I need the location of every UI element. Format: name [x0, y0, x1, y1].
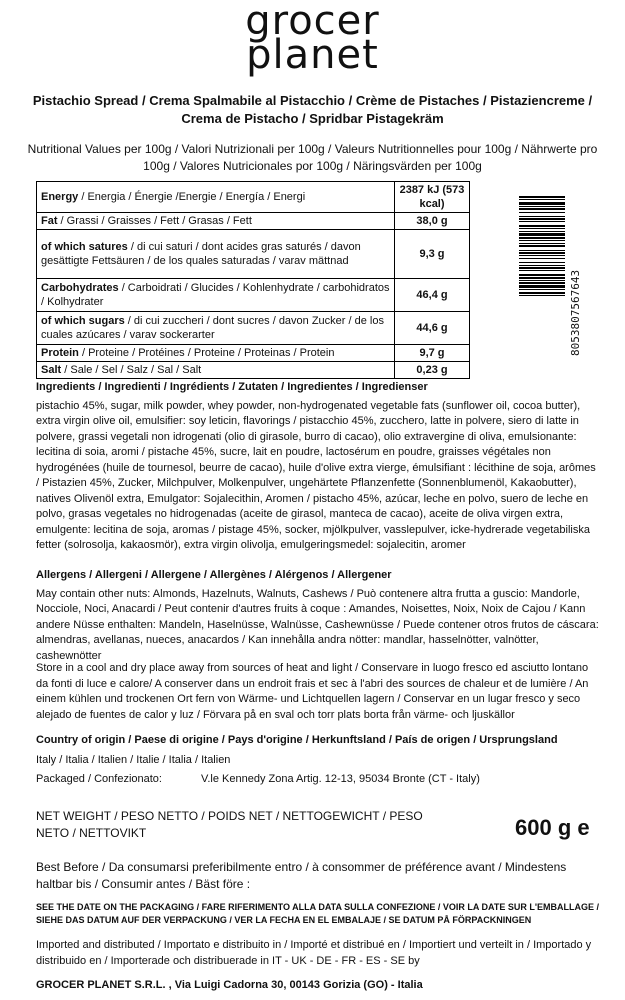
- table-row: [37, 279, 470, 312]
- nutrient-value: 9,7 g: [395, 345, 470, 362]
- nutrient-value: 38,0 g: [395, 213, 470, 230]
- table-row: [37, 213, 470, 230]
- nutrient-label: of which sugars / di cui zuccheri / dont sucres / davon Zucker / de los cuales azúcares / varav sockerarter: [37, 312, 395, 345]
- nutrient-label: Protein / Proteine / Protéines / Proteine / Proteinas / Protein: [37, 345, 395, 362]
- storage-text: Store in a cool and dry place away from sources of heat and light / Conservare in luogo fresco ed asciutto lontano da fonti di luce e calore/ A conserver dans un endroit frais et sec à l'abri des sources de chaleur et de lumière / An einem kühlen und trockenen Ort fern von Wärme- und Lichtquellen lagern / Conservar en un lugar fresco y seco alejado de fuentes de calor y luz / Förvara på en sval och torr plats borta från värme- och ljuskällor: [36, 662, 589, 721]
- company-line: GROCER PLANET S.R.L. , Via Luigi Cadorna 30, 00143 Gorizia (GO) - Italia: [36, 979, 423, 991]
- nutrition-heading: Nutritional Values per 100g / Valori Nutrizionali per 100g / Valeurs Nutritionnelles pour 100g / Nährwerte pro 100g / Valores Nutricionales por 100g / Näringsvärden per 100g: [27, 142, 598, 173]
- allergens-text: May contain other nuts: Almonds, Hazelnuts, Walnuts, Cashews / Può contenere altra frutta a guscio: Mandorle, Nocciole, Noci, Anacardi / Peut contenir d'autres fruits à coque : Amandes, Noisettes, Noix, Noix de Cajou / Kann andere Nüsse enthalten: Mandeln, Haselnüsse, Walnüsse, Cashewnüsse / Puede contener otros frutos de cáscara: almendras, avellanas, nueces, anacardos / Kan innehålla andra nötter: mandlar, hasselnötter, valnötter, cashewnötter: [36, 587, 599, 662]
- table-row: [37, 182, 470, 213]
- imported-text: Imported and distributed / Importato e distribuito in / Importé et distribué en / Importiert und verteilt in / Importado y distribuido en / Importerade och distribuerade in IT - UK - DE - FR - ES - SE by: [36, 939, 592, 967]
- table-row: [37, 312, 470, 345]
- nutrient-value: 2387 kJ (573 kcal): [395, 182, 470, 213]
- nutrient-label: Energy / Energia / Énergie /Energie / Energía / Energi: [37, 182, 395, 213]
- nutrient-value: 44,6 g: [395, 312, 470, 345]
- nutrient-value: 0,23 g: [395, 362, 470, 379]
- allergens-heading: Allergens / Allergeni / Allergene / Allergènes / Alérgenos / Allergener: [36, 569, 392, 581]
- origin-heading: Country of origin / Paese di origine / Pays d'origine / Herkunftsland / País de origen / Ursprungsland: [36, 734, 558, 746]
- packaged-line: [36, 772, 599, 788]
- net-weight-value: 600 g e: [515, 815, 590, 840]
- table-row: [37, 362, 470, 379]
- nutrition-table: [36, 181, 470, 379]
- net-weight-label: NET WEIGHT / PESO NETTO / POIDS NET / NETTOGEWICHT / PESO NETO / NETTOVIKT: [36, 809, 423, 840]
- ingredients-text: pistachio 45%, sugar, milk powder, whey powder, non-hydrogenated vegetable fats (sunflower oil, cocoa butter), extra virgin olive oil, emulsifier: soy leticin, flavorings / pistacchio 45%, zucchero, latte in polvere, siero di latte in polvere, grassi vegetali non idrogenati (olio di girasole, burro di cacao), olio extravergine di oliva, emulsionante: lecitina di soia, aromi / pistache 45%, sucre, lait en poudre, lactosérum en poudre, graisses végétales non hydrogénées (huile de tournesol, beurre de cacao), huile d'olive extra vierge, émulsifiant : lécithine de soja, arômes / Pistazien 45%, Zucker, Milchpulver, Molkenpulver, ungehärtete Pflanzenfette (Sonnenblumenöl, Kakaobutter), natives Olivenöl extra, Emulgator: Sojalecithin, Aromen / pistacho 45%, azúcar, leche en polvo, suero de leche en polvo, grasas vegetales no hidrogenadas (aceite de girasol, manteca de cacao), aceite de oliva virgen extra, emulgente: lecitina de soja, aromas / pistage 45%, socker, mjölkpulver, vasslepulver, icke-hydrerade vegetabiliska fetter (solrosolja, kakaosmör), extra virgin olivolja, emulgeringsmedel: sojalecitin, aromer: [36, 399, 596, 551]
- nutrient-label: Salt / Sale / Sel / Salz / Sal / Salt: [37, 362, 395, 379]
- nutrient-label: of which satures / di cui saturi / dont acides gras saturés / davon gesättigte Fettsäuren / de los quales saturadas / varav mättnad: [37, 230, 395, 279]
- nutrient-value: 46,4 g: [395, 279, 470, 312]
- barcode: [519, 196, 599, 364]
- origin-text: Italy / Italia / Italien / Italie / Italia / Italien: [36, 753, 231, 766]
- packaged-address: V.le Kennedy Zona Artig. 12-13, 95034 Bronte (CT - Italy): [201, 773, 480, 785]
- nutrient-label: Carbohydrates / Carboidrati / Glucides / Kohlenhydrate / carbohidratos / Kolhydrater: [37, 279, 395, 312]
- product-title: Pistachio Spread / Crema Spalmabile al Pistacchio / Crème de Pistaches / Pistaziencreme / Crema de Pistacho / Spridbar Pistagekräm: [32, 93, 593, 126]
- best-before: Best Before / Da consumarsi preferibilmente entro / à consommer de préférence avant / Mindestens haltbar bis / Consumir antes / Bäst före :: [36, 860, 567, 891]
- date-note: SEE THE DATE ON THE PACKAGING / FARE RIFERIMENTO ALLA DATA SULLA CONFEZIONE / VOIR LA DATE SUR L'EMBALLAGE / SIEHE DAS DATUM AUF DER VERPACKUNG / VER LA FECHA EN EL EMBALAJE / SE DATUM PÅ FÖRPACKNINGEN: [36, 902, 599, 925]
- brand-logo: [0, 0, 625, 78]
- nutrient-value: 9,3 g: [395, 230, 470, 279]
- nutrient-label: Fat / Grassi / Graisses / Fett / Grasas / Fett: [37, 213, 395, 230]
- table-row: [37, 345, 470, 362]
- logo-line-2: planet: [246, 32, 379, 78]
- table-row: [37, 230, 470, 279]
- packaged-label: Packaged / Confezionato:: [36, 773, 162, 785]
- origin-section: [36, 733, 599, 788]
- barcode-number: 8053807567643: [569, 269, 582, 356]
- ingredients-section: [36, 380, 599, 554]
- ingredients-heading: Ingredients / Ingredienti / Ingrédients / Zutaten / Ingredientes / Ingredienser: [36, 381, 428, 393]
- allergens-section: [36, 568, 599, 664]
- logo-line-1: grocer: [245, 0, 380, 44]
